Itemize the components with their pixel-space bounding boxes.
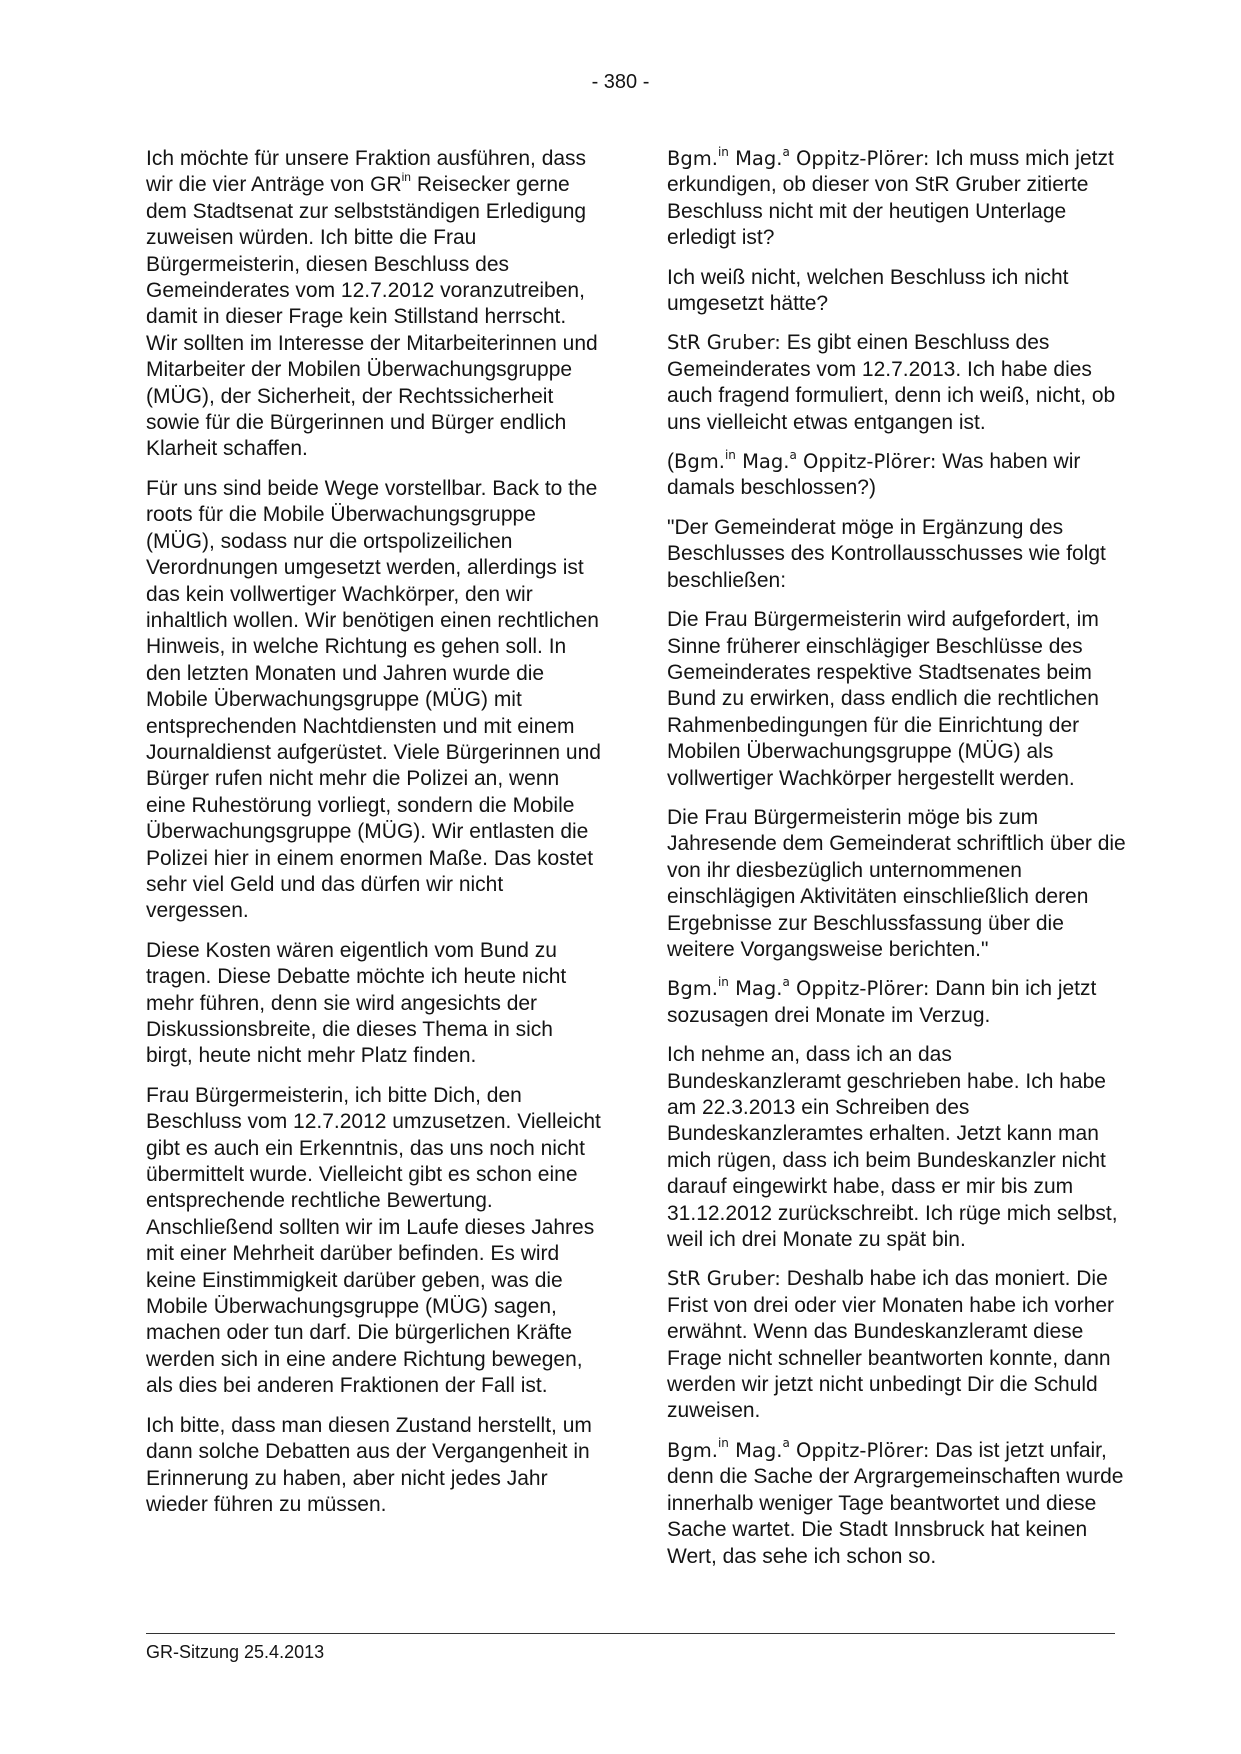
paragraph-text: Ich muss mich jetzt erkundigen, ob dieser von StR Gruber zitierte Beschluss nicht mit der heutigen Unterlage erledigt ist? [667,147,1114,250]
speaker-bgm [667,144,930,170]
right-paragraph-3 [666,330,1126,436]
speaker-superscript: in [717,974,729,989]
speaker-str-gruber: StR Gruber: [667,1267,781,1291]
right-column [666,146,1126,1583]
page-number: - 380 - [591,71,650,93]
footer-divider [146,1633,1115,1634]
speaker-gr [370,170,411,197]
speaker-bgm [667,974,930,1001]
right-paragraph-4 [666,449,1126,502]
right-paragraph-11 [666,1438,1126,1570]
speaker-label: Mag. [742,450,790,474]
paragraph-text: Dann bin ich jetzt sozusagen drei Monate im Verzug. [667,977,1097,1027]
left-column [146,146,601,1531]
speaker-superscript: a [789,447,797,462]
speaker-label: Oppitz-Plörer: [803,450,937,474]
right-paragraph-6: Die Frau Bürgermeisterin wird aufgefordert, im Sinne früherer einschlägiger Beschlüsse des Gemeinderates respektive Stadtsenates beim Bund zu erwirken, dass endlich die rechtlichen Rahmenbedingungen für die Einrichtung der Mobilen Überwachungsgruppe (MÜG) als vollwertiger Wachkörper hergestellt werden. [667,608,1099,790]
left-paragraph-5: Ich bitte, dass man diesen Zustand herstellt, um dann solche Debatten aus der Vergangenheit in Erinnerung zu haben, aber nicht jedes Jahr wieder führen zu müssen. [146,1413,592,1516]
speaker-label: Oppitz-Plörer: [796,147,930,170]
speaker-label: Bgm. [674,450,725,474]
speaker-str-gruber: StR Gruber: [667,331,781,355]
speaker-gr-superscript: in [401,170,411,185]
speaker-superscript: a [782,1436,790,1451]
speaker-gr-label: GR [370,173,402,197]
paragraph-text: Deshalb habe ich das moniert. Die Frist von drei oder vier Monaten habe ich vorher erwähnt. Wenn das Bundeskanzleramt diese Frage nicht schneller beantworten konnte, dann werden wir jetzt nicht unbedingt Dir die Schuld zuweisen. [667,1267,1115,1423]
speaker-label: Bgm. [667,147,718,170]
left-paragraph-4: Frau Bürgermeisterin, ich bitte Dich, den Beschluss vom 12.7.2012 umzusetzen. Vielleicht gibt es auch ein Erkenntnis, das uns noch nicht übermittelt wurde. Vielleicht gibt es schon eine entsprechende rechtliche Bewertung. Anschließend sollten wir im Laufe dieses Jahres mit einer Mehrheit darüber befinden. Es wird keine Einstimmigkeit darüber geben, was die Mobile Überwachungsgruppe (MÜG) sagen, machen oder tun darf. Die bürgerlichen Kräfte werden sich in eine andere Richtung bewegen, als dies bei anderen Fraktionen der Fall ist. [146,1083,601,1398]
speaker-label: Oppitz-Plörer: [796,1438,930,1462]
speaker-superscript: in [717,144,729,159]
paragraph-text: Was haben wir damals beschlossen?) [667,450,1081,500]
paragraph-text: Reisecker gerne dem Stadtsenat zur selbstständigen Erledigung zuweisen würden. Ich bitte die Frau Bürgermeisterin, diesen Beschluss des Gemeinderates vom 12.7.2012 voranzutreiben, damit in dieser Frage kein Stillstand herrscht. Wir sollten im Interesse der Mitarbeiterinnen und Mitarbeiter der Mobilen Überwachungsgruppe (MÜG), der Sicherheit, der Rechtssicherheit sowie für die Bürgerinnen und Bürger endlich Klarheit schaffen. [146,173,598,461]
speaker-superscript: a [782,144,790,159]
right-paragraph-1 [666,146,1126,252]
left-paragraph-1 [146,146,601,463]
speaker-label: Mag. [735,977,783,1001]
speaker-superscript: in [724,447,736,462]
speaker-label: Mag. [735,147,783,170]
right-paragraph-2: Ich weiß nicht, welchen Beschluss ich nicht umgesetzt hätte? [667,265,1069,316]
speaker-label: Oppitz-Plörer: [796,977,930,1001]
footer-session-label: GR-Sitzung 25.4.2013 [146,1642,325,1662]
speaker-bgm [674,447,937,474]
right-paragraph-10 [666,1266,1126,1424]
speaker-superscript: a [782,974,790,989]
speaker-label: Bgm. [667,977,718,1001]
right-paragraph-9: Ich nehme an, dass ich an das Bundeskanzleramt geschrieben habe. Ich habe am 22.3.2013 ein Schreiben des Bundeskanzleramtes erhalten. Jetzt kann man mich rügen, dass ich beim Bundeskanzler nicht darauf eingewirkt habe, dass er mir bis zum 31.12.2012 zurückschreibt. Ich rüge mich selbst, weil ich drei Monate zu spät bin. [667,1043,1118,1252]
right-paragraph-8 [666,976,1126,1029]
left-paragraph-2: Für uns sind beide Wege vorstellbar. Back to the roots für die Mobile Überwachungsgruppe (MÜG), sodass nur die ortspolizeilichen Verordnungen umgesetzt werden, allerdings ist das kein vollwertiger Wachkörper, den wir inhaltlich wollen. Wir benötigen einen rechtlichen Hinweis, in welche Richtung es gehen soll. In den letzten Monaten und Jahren wurde die Mobile Überwachungsgruppe (MÜG) mit entsprechenden Nachtdiensten und mit einem Journaldienst aufgerüstet. Viele Bürgerinnen und Bürger rufen nicht mehr die Polizei an, wenn eine Ruhestörung vorliegt, sondern die Mobile Überwachungsgruppe (MÜG). Wir entlasten die Polizei hier in einem enormen Maße. Das kostet sehr viel Geld und das dürfen wir nicht vergessen. [146,476,601,923]
right-paragraph-7: Die Frau Bürgermeisterin möge bis zum Jahresende dem Gemeinderat schriftlich über die von ihr diesbezüglich unternommenen einschlägigen Aktivitäten einschließlich deren Ergebnisse zur Beschlussfassung über die weitere Vorgangsweise berichten." [667,805,1126,961]
speaker-label: Bgm. [667,1438,718,1462]
speaker-label: Mag. [735,1438,783,1462]
speaker-bgm [667,1436,930,1462]
paragraph-text: Das ist jetzt unfair, denn die Sache der Argrargemeinschaften wurde innerhalb weniger Tage beantwortet und diese Sache wartet. Die Stadt Innsbruck hat keinen Wert, das sehe ich schon so. [667,1438,1124,1568]
paren-open: ( [667,450,674,474]
paragraph-text: Ich möchte für unsere Fraktion ausführen, dass wir die vier Anträge von [146,147,587,197]
right-paragraph-5: "Der Gemeinderat möge in Ergänzung des Beschlusses des Kontrollausschusses wie folgt beschließen: [667,515,1106,592]
left-paragraph-3: Diese Kosten wären eigentlich vom Bund zu tragen. Diese Debatte möchte ich heute nicht mehr führen, denn sie wird angesichts der Diskussionsbreite, die dieses Thema in sich birgt, heute nicht mehr Platz finden. [146,938,567,1068]
speaker-superscript: in [717,1436,729,1451]
paragraph-text: Es gibt einen Beschluss des Gemeinderates vom 12.7.2013. Ich habe dies auch fragend formuliert, denn ich weiß, nicht, ob uns vielleicht etwas entgangen ist. [667,331,1116,434]
